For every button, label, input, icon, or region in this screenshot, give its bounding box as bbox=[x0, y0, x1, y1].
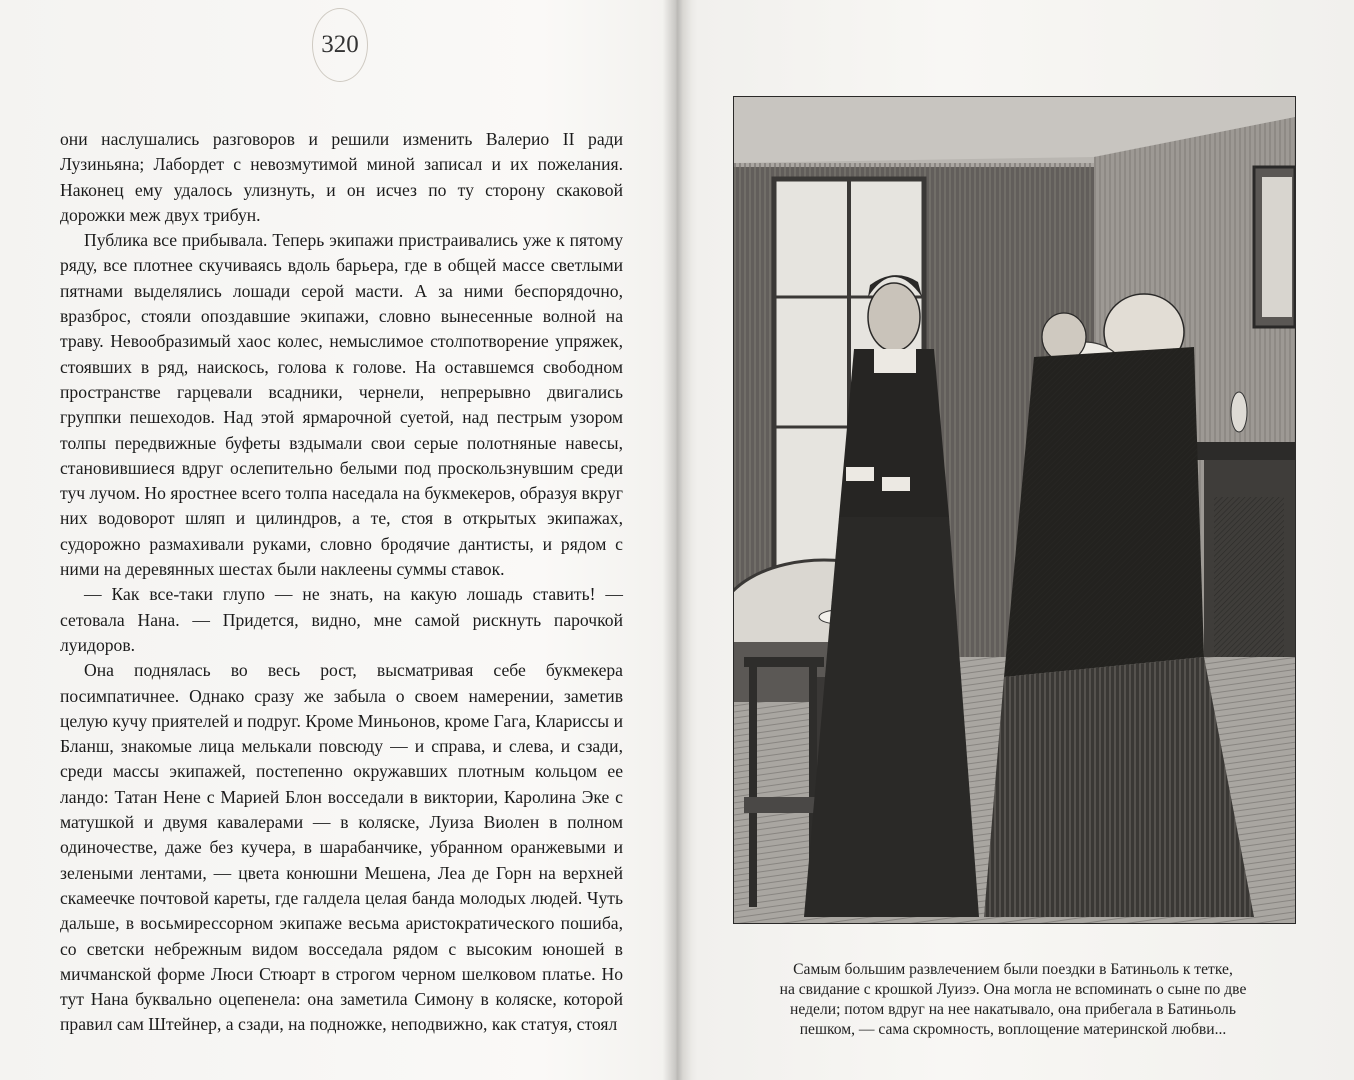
body-text bbox=[60, 127, 623, 1038]
paragraph-3: — Как все-таки глупо — не знать, на какую лошадь ставить! — сетовала Нана. — Придется, видно, мне самой рискнуть парочкой луидоров. bbox=[60, 584, 623, 655]
illustration-caption bbox=[730, 960, 1296, 1040]
paragraph-2: Публика все прибывала. Теперь экипажи пристраивались уже к пятому ряду, все плотнее скучиваясь вдоль барьера, где в общей массе светлыми пятнами выделялись лошади серой масти. А за ними беспорядочно, вразброс, стояли опоздавшие экипажи, словно вынесенные волной на траву. Невообразимый хаос колес, немыслимое столпотворение упряжек, стоявших в ряд, наискось, голова к голове. На оставшемся свободном пространстве гарцевали всадники, чернели, непрерывно двигались группки пешеходов. Над этой ярмарочной суетой, над пестрым узором толпы передвижные буфеты вздымали свои серые полотняные навесы, становившиеся вдруг ослепительно белыми под проскользнувшим среди туч лучом. Но яростнее всего толпа наседала на букмекеров, образуя вкруг них водоворот шляп и цилиндров, а те, стоя в открытых экипажах, судорожно размахивали руками, словно бродячие дантисты, и рядом с ними на деревянных шестах были наклеены суммы ставок. bbox=[60, 230, 623, 580]
caption-line: на свидание с крошкой Луизэ. Она могла не вспоминать о сыне по две bbox=[779, 981, 1247, 998]
caption-line: Самым большим развлечением были поездки в Батиньоль к тетке, bbox=[793, 961, 1233, 978]
paragraph-4: Она поднялась во весь рост, высматривая себе букмекера посимпатичнее. Однако сразу же забыла о своем намерении, заметив целую кучу приятелей и подруг. Кроме Миньонов, кроме Гага, Клариссы и Бланш, знакомые лица мелькали повсюду — и справа, и слева, и сзади, среди массы экипажей, постепенно окружавших плотным кольцом ее ландо: Татан Нене с Марией Блон восседали в виктории, Каролина Эке с матушкой и двумя кавалерами — в коляске, Луиза Виолен в полном одиночестве, даже без кучера, в шарабанчике, убранном оранжевыми и зелеными лентами, — цвета конюшни Мешена, Леа де Горн на верхней скамеечке почтовой кареты, где галдела целая банда молодых людей. Чуть дальше, в восьмирессорном экипаже весьма аристократического пошиба, со светски небрежным видом восседала рядом с высоким юношей в мичманской форме Люси Стюарт в строгом черном шелковом платье. Но тут Нана буквально оцепенела: она заметила Симону в коляске, которой правил сам Штейнер, а сзади, на подножке, неподвижно, как статуя, стоял bbox=[60, 660, 623, 1035]
left-page bbox=[0, 0, 675, 1080]
page-number: 320 bbox=[312, 8, 368, 82]
caption-line: пешком, — сама скромность, воплощение материнской любви... bbox=[799, 1021, 1227, 1038]
paragraph-1: они наслушались разговоров и решили изменить Валерио II ради Лузиньяна; Лабордет с невозмутимой миной записал и их пожелания. Наконец ему удалось улизнуть, и он исчез по ту сторону скаковой дорожки меж двух трибун. bbox=[60, 129, 623, 225]
engraving-illustration bbox=[733, 96, 1296, 924]
caption-line: недели; потом вдруг на нее накатывало, она прибегала в Батиньоль bbox=[790, 1001, 1236, 1018]
